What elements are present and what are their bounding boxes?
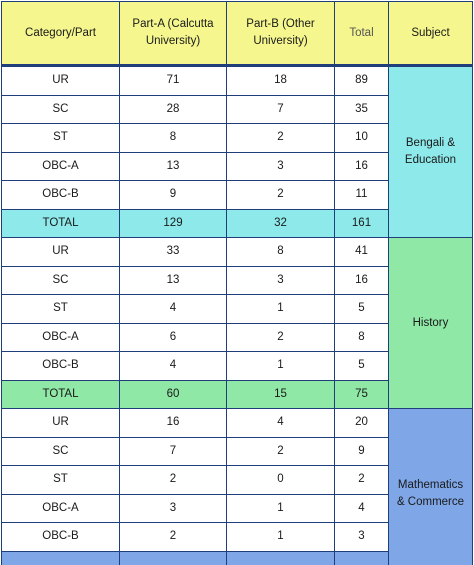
cell-part-b: 2	[227, 124, 335, 153]
cell-total: 75	[335, 380, 389, 409]
cell-total: 8	[335, 323, 389, 352]
table-row	[2, 409, 473, 438]
cell-part-a: 7	[120, 437, 227, 466]
cell-part-a: 8	[120, 124, 227, 153]
cell-category: ST	[2, 295, 120, 324]
cell-part-a: 3	[120, 494, 227, 523]
cell-total: 5	[335, 295, 389, 324]
cell-total: 10	[335, 124, 389, 153]
cell-part-b: 1	[227, 523, 335, 552]
cell-category: SC	[2, 266, 120, 295]
cell-total: 161	[335, 209, 389, 238]
cell-part-b: 32	[227, 209, 335, 238]
cell-total	[335, 551, 389, 565]
seat-distribution-table	[1, 1, 473, 565]
cell-part-a: 60	[120, 380, 227, 409]
cell-category: ST	[2, 466, 120, 495]
cell-category: OBC-A	[2, 494, 120, 523]
cell-part-b: 18	[227, 66, 335, 96]
cell-category: OBC-B	[2, 352, 120, 381]
cell-part-b: 1	[227, 494, 335, 523]
header-part-b: Part-B (Other University)	[227, 2, 335, 66]
cell-category: UR	[2, 66, 120, 96]
cell-total: 16	[335, 152, 389, 181]
cell-total: 16	[335, 266, 389, 295]
header-part-a: Part-A (Calcutta University)	[120, 2, 227, 66]
cell-total: 11	[335, 181, 389, 210]
header-row	[2, 2, 473, 66]
cell-category: SC	[2, 95, 120, 124]
cell-part-a: 28	[120, 95, 227, 124]
header-category: Category/Part	[2, 2, 120, 66]
cell-part-a: 129	[120, 209, 227, 238]
cell-part-b: 4	[227, 409, 335, 438]
cell-part-b: 15	[227, 380, 335, 409]
header-total: Total	[335, 2, 389, 66]
cell-part-b: 2	[227, 437, 335, 466]
subject-bengali-education: Bengali & Education	[389, 66, 473, 238]
cell-part-b: 1	[227, 352, 335, 381]
table-row	[2, 66, 473, 96]
cell-category: SC	[2, 437, 120, 466]
cell-part-a: 13	[120, 266, 227, 295]
cell-total: 2	[335, 466, 389, 495]
cell-part-b: 0	[227, 466, 335, 495]
cell-total: 89	[335, 66, 389, 96]
cell-category: UR	[2, 409, 120, 438]
cell-total: 9	[335, 437, 389, 466]
cell-category: OBC-B	[2, 523, 120, 552]
subject-history: History	[389, 238, 473, 409]
cell-total: 20	[335, 409, 389, 438]
cell-category: OBC-A	[2, 152, 120, 181]
cell-part-b: 8	[227, 238, 335, 267]
cell-part-b	[227, 551, 335, 565]
cell-category: OBC-B	[2, 181, 120, 210]
cell-category: TOTAL	[2, 380, 120, 409]
cell-total: 41	[335, 238, 389, 267]
cell-category	[2, 551, 120, 565]
cell-part-a: 4	[120, 295, 227, 324]
cell-category: UR	[2, 238, 120, 267]
cell-part-a: 6	[120, 323, 227, 352]
subject-mathematics-commerce: Mathematics & Commerce	[389, 409, 473, 565]
cell-part-a: 13	[120, 152, 227, 181]
cell-total: 4	[335, 494, 389, 523]
cell-part-b: 3	[227, 152, 335, 181]
header-subject: Subject	[389, 2, 473, 66]
cell-part-a: 2	[120, 466, 227, 495]
cell-part-b: 1	[227, 295, 335, 324]
cell-part-a	[120, 551, 227, 565]
cell-part-a: 71	[120, 66, 227, 96]
cell-total: 3	[335, 523, 389, 552]
cell-part-b: 7	[227, 95, 335, 124]
cell-part-a: 2	[120, 523, 227, 552]
cell-part-b: 2	[227, 181, 335, 210]
cell-total: 35	[335, 95, 389, 124]
table-row	[2, 238, 473, 267]
cell-category: TOTAL	[2, 209, 120, 238]
cell-part-a: 16	[120, 409, 227, 438]
cell-part-a: 4	[120, 352, 227, 381]
cell-total: 5	[335, 352, 389, 381]
cell-category: ST	[2, 124, 120, 153]
cell-category: OBC-A	[2, 323, 120, 352]
cell-part-a: 33	[120, 238, 227, 267]
cell-part-a: 9	[120, 181, 227, 210]
cell-part-b: 2	[227, 323, 335, 352]
cell-part-b: 3	[227, 266, 335, 295]
